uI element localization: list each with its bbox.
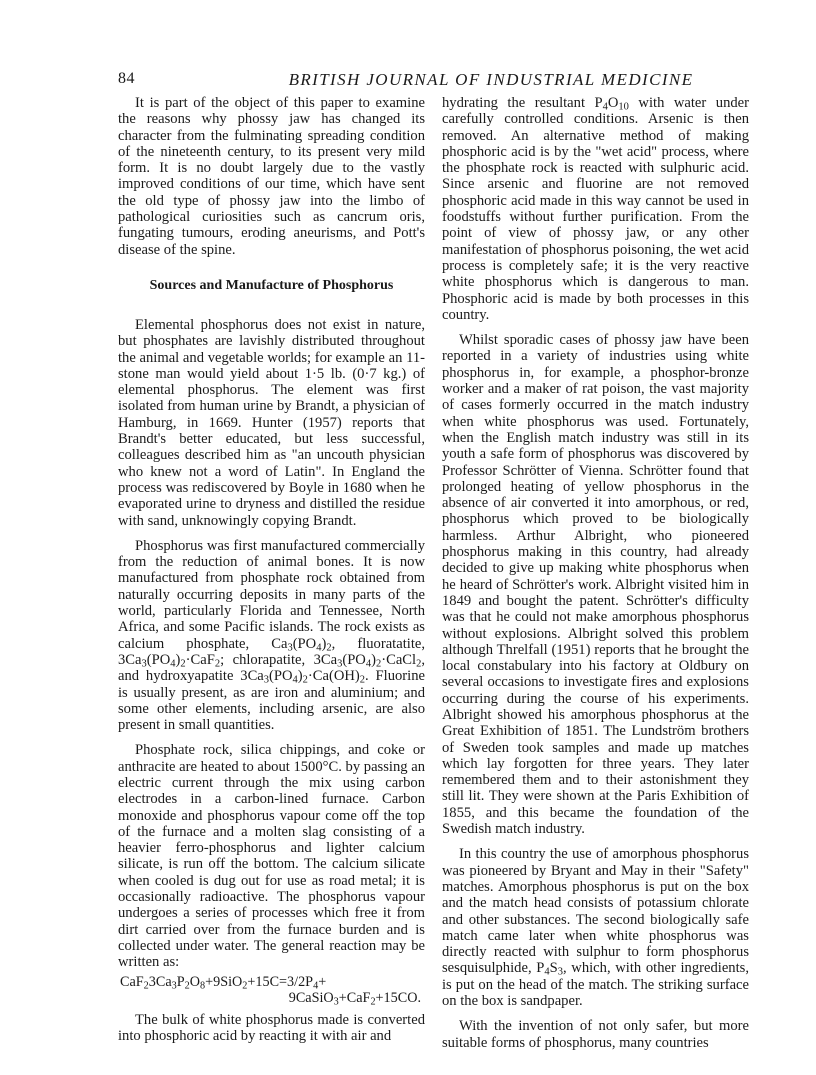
- bulk-phosphorus-paragraph: The bulk of white phosphorus made is converted into phosphoric acid by reacting it with air and: [118, 1012, 425, 1045]
- sporadic-cases-paragraph: Whilst sporadic cases of phossy jaw have been reported in a variety of industries using white phosphorus in, for example, a phosphor-bronze worker and a maker of rat poison, the vast majority of cases formerly occurred in the match industry when white phosphorus was used. Fortunately, when the English match industry was still in its youth a safe form of phosphorus was discovered by Professor Schrötter of Vienna. Schrötter found that prolonged heating of yellow phosphorus in the absence of air converted it into amorphous, or red, phosphorus which proved to be biologically harmless. Arthur Albright, who pioneered phosphorus making in this country, had already decided to give up making white phosphorus when he heard of Schrötter's work. Albright visited him in 1849 and bought the patent. Schrötter's difficulty was that he could not make amorphous phosphorus without explosions. Albright solved this problem although Threlfall (1951) reports that he brought the local constabulary into his factory at Oldbury on several occasions to investigate fires and explosions occurring during the course of his experiments. Albright showed his amorphous phosphorus at the Great Exhibition of 1851. The Lundström brothers of Sweden took samples and made up matches which lay forgotten for three years. They later remembered them and to their astonishment they still lit. They were shown at the Paris Exhibition of 1855, and this became the foundation of the Swedish match industry.: [442, 332, 749, 838]
- journal-title: BRITISH JOURNAL OF INDUSTRIAL MEDICINE: [288, 70, 694, 89]
- invention-paragraph: With the invention of not only safer, but more suitable forms of phosphorus, many countries: [442, 1018, 749, 1051]
- page-number: 84: [118, 70, 135, 87]
- manufacture-paragraph: Phosphorus was first manufactured commercially from the reduction of animal bones. It is now manufactured from phosphate rock obtained from naturally occurring deposits in many parts of the world, particularly Florida and Tennessee, North Africa, and some Pacific islands. The rock exists as calcium phosphate, $Ca_3(PO_4)_2$, fluoratatite, $3Ca_3(PO_4)_2\cdot CaF_2$; chlorapatite, $3Ca_3(PO_4)_2\cdot CaCl_2$, and hydroxyapatite $3Ca_3(PO_4)_2\cdot Ca(OH)_2$. Fluorine is usually present, as are iron and aluminium; and some other elements, including arsenic, are also present in small quantities.: [118, 537, 425, 734]
- running-head: [118, 70, 754, 92]
- elemental-phosphorus-paragraph: Elemental phosphorus does not exist in nature, but phosphates are lavishly distributed throughout the animal and vegetable worlds; for example an 11-stone man would yield about 1·5 lb. (0·7 kg.) of elemental phosphorus. The element was first isolated from human urine by Brandt, a physician of Hamburg, in 1669. Hunter (1957) reports that Brandt's better educated, but less successful, colleagues described him as "an uncouth physician who knew not a word of Latin". In England the process was rediscovered by Boyle in 1680 when he evaporated urine to dryness and distilled the residue with sand, unknowingly copying Brandt.: [118, 316, 425, 529]
- section-heading: Sources and Manufacture of Phosphorus: [149, 277, 394, 293]
- furnace-paragraph: Phosphate rock, silica chippings, and coke or anthracite are heated to about 1500°C. by passing an electric current through the mix using carbon electrodes in a carbon-lined furnace. Carbon monoxide and phosphorus vapour come off the top of the furnace and a molten slag consisting of a heavier ferro-phosphorus and lighter calcium silicate, is run off the bottom. The calcium silicate when cooled is dug out for use as road metal; it is occasionally radioactive. The phosphorus vapour undergoes a series of processes which free it from dirt carried over from the furnace burden and is collected under water. The general reaction may be written as:: [118, 742, 425, 971]
- hydrating-paragraph: hydrating the resultant $P_4O_{10}$ with water under carefully controlled conditions. Arsenic is then removed. An alternative method of making phosphoric acid is by the "wet acid" process, where the phosphate rock is reacted with sulphuric acid. Since arsenic and fluorine are not removed phosphoric acid made in this way cannot be used in foodstuffs without further purification. From the point of view of phossy jaw, or any other manifestation of phosphorus poisoning, the wet acid process is completely safe; it is the very reactive white phosphorus which is dangerous to man. Phosphoric acid is made by both processes in this country.: [442, 95, 749, 323]
- amorphous-phosphorus-paragraph: In this country the use of amorphous phosphorus was pioneered by Bryant and May in their "Safety" matches. Amorphous phosphorus is put on the box and the match head consists of potassium chlorate and other substances. The second biologically safe match came later when white phosphorus was directly reacted with sulphur to form phosphorus sesquisulphide, $P_4S_3$, which, with other ingredients, is put on the head of the match. The striking surface on the box is sandpaper.: [442, 846, 749, 1010]
- left-column: [118, 95, 425, 1045]
- intro-paragraph: It is part of the object of this paper to examine the reasons why phossy jaw has changed its character from the fulminating spreading condition of the nineteenth century, to its present very mild form. It is no doubt largely due to the vastly improved conditions of our time, which have sent the old type of phossy jaw into the limbo of pathological curiosities such as cancrum oris, fungating tumours, eroding aneurisms, and Pott's disease of the spine.: [118, 95, 425, 258]
- reaction-equation: [118, 974, 425, 1007]
- equation-line-1: $CaF_23Ca_3P_2O_8+9SiO_2+15C=3/2P_4+$: [120, 973, 327, 992]
- equation-line-2: 9CaSiO$_3$+CaF$_2$+15CO.: [288, 989, 421, 1008]
- right-column: [442, 95, 749, 1051]
